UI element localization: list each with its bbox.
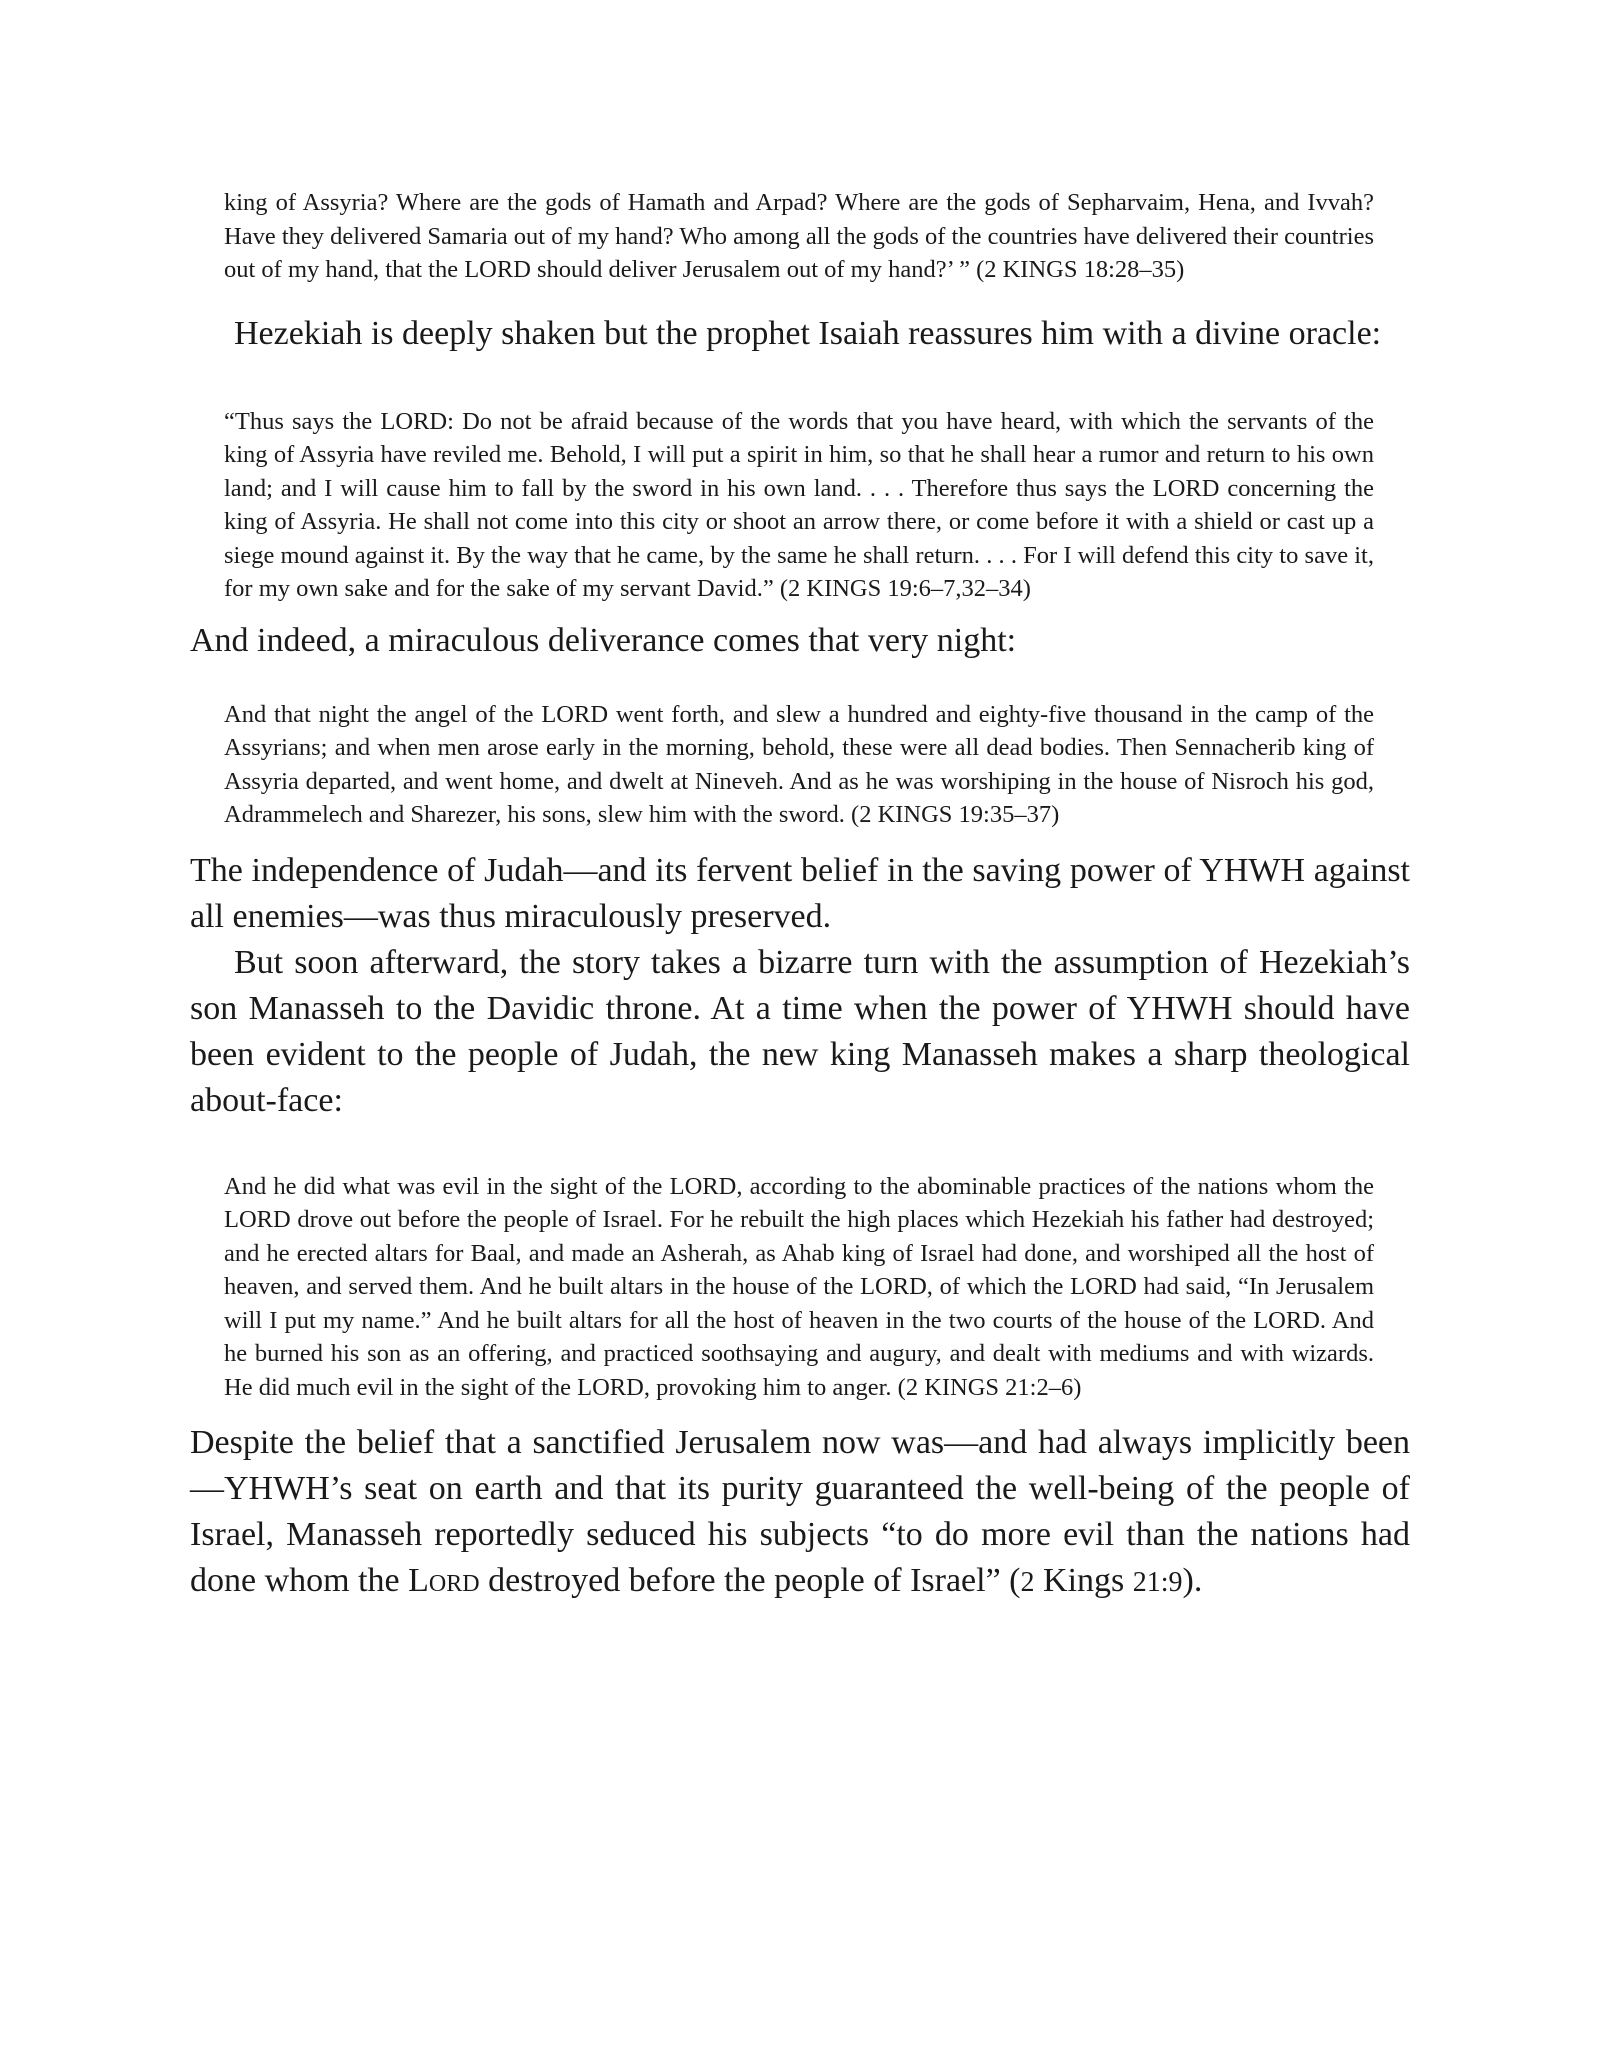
- block-quote-2-kings-18: king of Assyria? Where are the gods of Hamath and Arpad? Where are the gods of Sepharvaim, Hena, and Ivvah? Have they delivered Samaria out of my hand? Who among all the gods of the countries have delivered their countries out of my hand, that the LORD should deliver Jerusalem out of my hand?’ ” (2 KINGS 18:28–35): [224, 189, 1374, 283]
- small-caps-lord: Lord: [408, 1562, 480, 1599]
- paragraph-text-end: ).: [1182, 1562, 1203, 1599]
- paragraph-manasseh-turn: But soon afterward, the story takes a bizarre turn with the assumption of Hezekiah’s son Manasseh to the Davidic throne. At a time when the power of YHWH should have been evident to the people of Judah, the new king Manasseh makes a sharp theological about-face:: [190, 943, 1410, 1119]
- block-quote-2-kings-21: And he did what was evil in the sight of the LORD, according to the abominable practices of the nations whom the LORD drove out before the people of Israel. For he rebuilt the high places which Hezekiah his father had destroyed; and he erected altars for Baal, and made an Asherah, as Ahab king of Israel had done, and worshiped all the host of heaven, and served them. And he built altars in the house of the LORD, of which the LORD had said, “In Jerusalem will I put my name.” And he built altars for all the host of heaven in the two courts of the house of the LORD. And he burned his son as an offering, and practiced soothsaying and augury, and dealt with mediums and with wizards. He did much evil in the sight of the LORD, provoking him to anger. (2 KINGS 21:2–6): [224, 1172, 1374, 1401]
- block-quote-2-kings-19-angel: And that night the angel of the LORD went forth, and slew a hundred and eighty-five thousand in the camp of the Assyrians; and when men arose early in the morning, behold, these were all dead bodies. Then Sennacherib king of Assyria departed, and went home, and dwelt at Nineveh. And as he was worshiping in the house of Nisroch his god, Adrammelech and Sharezer, his sons, slew him with the sword. (2 KINGS 19:35–37): [224, 700, 1374, 828]
- citation-book-name: Kings: [1034, 1562, 1133, 1599]
- paragraph-miraculous-deliverance: And indeed, a miraculous deliverance comes that very night:: [190, 621, 1017, 659]
- block-quote-2-kings-19-oracle: “Thus says the LORD: Do not be afraid because of the words that you have heard, with which the servants of the king of Assyria have reviled me. Behold, I will put a spirit in him, so that he shall hear a rumor and return to his own land; and I will cause him to fall by the sword in his own land. . . . Therefore thus says the LORD concerning the king of Assyria. He shall not come into this city or shoot an arrow there, or come before it with a shield or cast up a siege mound against it. By the way that he came, by the same he shall return. . . . For I will defend this city to save it, for my own sake and for the sake of my servant David.” (2 KINGS 19:6–7,32–34): [224, 407, 1374, 602]
- citation-verse: 21:9: [1132, 1567, 1183, 1598]
- citation-book-number: 2: [1020, 1567, 1035, 1598]
- paragraph-sanctified-jerusalem: [190, 1420, 1410, 1606]
- paragraph-text-middle: destroyed before the people of Israel” (: [479, 1562, 1021, 1599]
- paragraph-hezekiah-shaken: Hezekiah is deeply shaken but the prophet Isaiah reassures him with a divine oracle:: [234, 314, 1382, 352]
- paragraph-text-start: Despite the belief that a sanctified Jerusalem now was—and had always implicitly been—YHWH’s seat on earth and that its purity guaranteed the well-being of the people of Israel, Manasseh reportedly seduced his subjects “to do more evil than the nations had done whom the: [190, 1424, 1410, 1599]
- paragraph-independence-of-judah: The independence of Judah—and its fervent belief in the saving power of YHWH against all enemies—was thus miraculously preserved.: [190, 851, 1410, 935]
- book-page: [190, 186, 1410, 1606]
